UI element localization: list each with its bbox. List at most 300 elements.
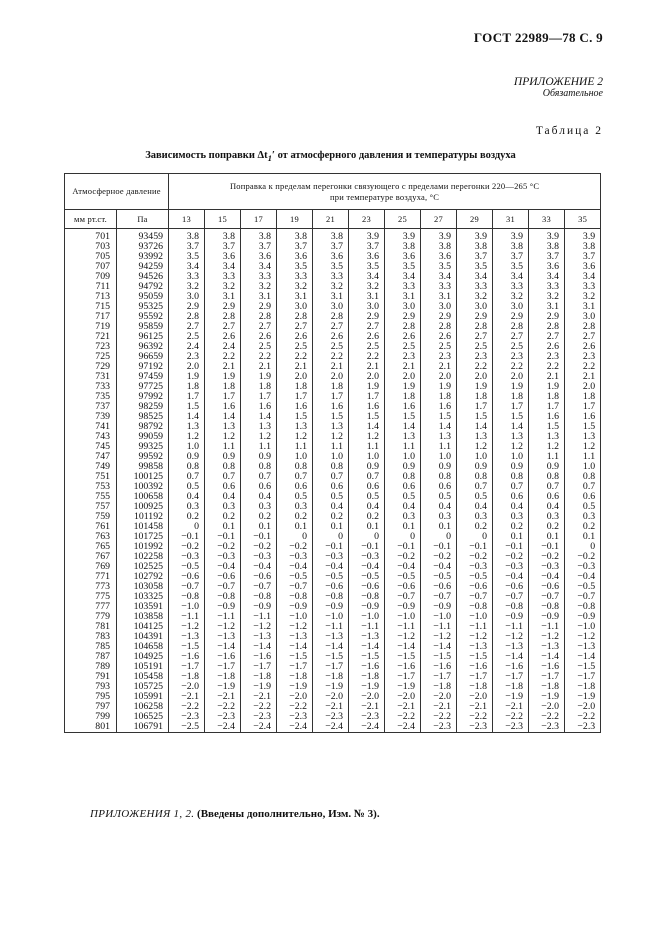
cell-value: 0.6	[493, 492, 529, 502]
cell-mm: 749	[65, 462, 117, 472]
cell-value: 1.0	[349, 452, 385, 462]
cell-value: −1.7	[277, 662, 313, 672]
cell-value: 3.6	[313, 252, 349, 262]
cell-value: 1.6	[529, 412, 565, 422]
cell-value: 2.8	[277, 312, 313, 322]
cell-value: 3.6	[529, 262, 565, 272]
cell-value: 1.1	[349, 442, 385, 452]
cell-value: −2.0	[529, 702, 565, 712]
cell-value: −1.4	[385, 642, 421, 652]
cell-mm: 789	[65, 662, 117, 672]
cell-value: 2.2	[529, 362, 565, 372]
header-temp: 29	[457, 210, 493, 229]
cell-value: 3.1	[421, 292, 457, 302]
cell-pa: 97459	[117, 372, 169, 382]
cell-value: 0.5	[313, 492, 349, 502]
cell-value: 2.6	[349, 332, 385, 342]
footer-note	[90, 808, 380, 820]
cell-mm: 781	[65, 622, 117, 632]
cell-pa: 100392	[117, 482, 169, 492]
cell-value: 1.8	[313, 382, 349, 392]
cell-value: −1.8	[313, 672, 349, 682]
cell-value: 3.0	[565, 312, 601, 322]
cell-pa: 106525	[117, 712, 169, 722]
cell-value: 3.8	[385, 242, 421, 252]
cell-value: 0.9	[241, 452, 277, 462]
cell-value: 0.6	[385, 482, 421, 492]
cell-mm: 709	[65, 272, 117, 282]
cell-value: −1.6	[421, 662, 457, 672]
cell-value: 1.2	[241, 432, 277, 442]
cell-value: −0.1	[493, 542, 529, 552]
cell-value: −1.6	[349, 662, 385, 672]
footer-amendment: (Введены дополнительно, Изм. № 3).	[197, 808, 380, 820]
cell-value: 1.7	[313, 392, 349, 402]
cell-value: 3.2	[493, 292, 529, 302]
cell-value: −1.9	[241, 682, 277, 692]
cell-value: 0.4	[349, 502, 385, 512]
cell-value: −0.9	[277, 602, 313, 612]
cell-value: 0.6	[529, 492, 565, 502]
cell-value: 1.3	[493, 432, 529, 442]
cell-value: 2.0	[349, 372, 385, 382]
cell-value: 1.8	[241, 382, 277, 392]
cell-value: −0.7	[205, 582, 241, 592]
page-header: ГОСТ 22989—78 С. 9	[473, 30, 603, 45]
cell-value: −0.4	[241, 562, 277, 572]
cell-value: 1.7	[457, 402, 493, 412]
cell-pa: 102792	[117, 572, 169, 582]
cell-pa: 93459	[117, 229, 169, 243]
cell-value: 1.3	[385, 432, 421, 442]
header-temp: 27	[421, 210, 457, 229]
cell-value: −0.2	[457, 552, 493, 562]
cell-value: 0.6	[241, 482, 277, 492]
cell-value: −2.3	[313, 712, 349, 722]
cell-pa: 102525	[117, 562, 169, 572]
cell-pa: 97992	[117, 392, 169, 402]
cell-mm: 713	[65, 292, 117, 302]
cell-value: −1.8	[457, 682, 493, 692]
cell-value: 1.6	[385, 402, 421, 412]
cell-mm: 717	[65, 312, 117, 322]
cell-value: −1.7	[565, 672, 601, 682]
cell-value: 0.3	[169, 502, 205, 512]
cell-value: 2.3	[457, 352, 493, 362]
cell-value: −2.5	[169, 722, 205, 733]
cell-value: −0.3	[205, 552, 241, 562]
cell-value: 3.7	[313, 242, 349, 252]
cell-value: 3.2	[205, 282, 241, 292]
cell-mm: 785	[65, 642, 117, 652]
cell-value: 2.6	[313, 332, 349, 342]
cell-value: 1.4	[385, 422, 421, 432]
cell-value: 3.9	[385, 229, 421, 243]
cell-value: 3.8	[205, 229, 241, 243]
cell-value: 0	[349, 532, 385, 542]
cell-value: 2.3	[493, 352, 529, 362]
cell-value: −2.0	[349, 692, 385, 702]
cell-value: 1.7	[205, 392, 241, 402]
cell-value: −1.3	[457, 642, 493, 652]
cell-value: 1.0	[385, 452, 421, 462]
cell-value: −1.2	[457, 632, 493, 642]
cell-value: 0.2	[349, 512, 385, 522]
cell-pa: 94792	[117, 282, 169, 292]
cell-value: 1.9	[349, 382, 385, 392]
cell-value: −2.2	[205, 702, 241, 712]
cell-value: 0	[385, 532, 421, 542]
cell-value: 3.3	[529, 282, 565, 292]
cell-value: 2.3	[565, 352, 601, 362]
cell-value: −0.6	[421, 582, 457, 592]
cell-value: −1.4	[565, 652, 601, 662]
cell-value: 1.5	[493, 412, 529, 422]
cell-value: −0.6	[385, 582, 421, 592]
cell-value: −0.2	[241, 542, 277, 552]
cell-value: 1.6	[565, 412, 601, 422]
cell-value: 3.5	[313, 262, 349, 272]
cell-value: 2.0	[385, 372, 421, 382]
cell-mm: 721	[65, 332, 117, 342]
cell-value: −0.3	[493, 562, 529, 572]
cell-value: 0.4	[529, 502, 565, 512]
cell-value: −1.2	[205, 622, 241, 632]
cell-value: −0.8	[313, 592, 349, 602]
cell-pa: 99592	[117, 452, 169, 462]
cell-value: 0.1	[205, 522, 241, 532]
cell-value: 3.7	[205, 242, 241, 252]
cell-value: −1.1	[313, 622, 349, 632]
cell-value: −1.5	[277, 652, 313, 662]
cell-pa: 96392	[117, 342, 169, 352]
cell-value: 0.8	[385, 472, 421, 482]
cell-mm: 705	[65, 252, 117, 262]
cell-mm: 791	[65, 672, 117, 682]
cell-value: −0.1	[421, 542, 457, 552]
cell-value: −0.7	[241, 582, 277, 592]
header-correction	[169, 174, 601, 210]
cell-pa: 103858	[117, 612, 169, 622]
cell-value: −0.8	[493, 602, 529, 612]
cell-pa: 102258	[117, 552, 169, 562]
cell-value: 1.2	[277, 432, 313, 442]
cell-value: 2.9	[385, 312, 421, 322]
cell-value: −0.3	[349, 552, 385, 562]
cell-value: −0.1	[313, 542, 349, 552]
cell-value: 3.8	[313, 229, 349, 243]
cell-value: 2.2	[457, 362, 493, 372]
cell-value: 0.3	[529, 512, 565, 522]
header-temp: 21	[313, 210, 349, 229]
cell-value: 0.8	[277, 462, 313, 472]
cell-mm: 777	[65, 602, 117, 612]
cell-mm: 739	[65, 412, 117, 422]
cell-value: −1.7	[313, 662, 349, 672]
cell-value: 1.1	[565, 452, 601, 462]
cell-value: 1.5	[277, 412, 313, 422]
cell-value: −0.5	[385, 572, 421, 582]
cell-value: 3.4	[529, 272, 565, 282]
cell-value: 0.2	[493, 522, 529, 532]
cell-value: −1.8	[277, 672, 313, 682]
cell-value: 2.8	[493, 322, 529, 332]
cell-value: −0.4	[529, 572, 565, 582]
cell-value: −0.3	[169, 552, 205, 562]
cell-value: 0.6	[421, 482, 457, 492]
cell-value: −0.5	[313, 572, 349, 582]
cell-value: 2.1	[565, 372, 601, 382]
cell-value: 0.6	[313, 482, 349, 492]
cell-value: 0	[277, 532, 313, 542]
cell-value: −0.3	[277, 552, 313, 562]
cell-value: 2.0	[277, 372, 313, 382]
cell-value: 3.6	[241, 252, 277, 262]
cell-value: 1.4	[457, 422, 493, 432]
cell-value: 1.3	[313, 422, 349, 432]
cell-value: 1.7	[493, 402, 529, 412]
cell-pa: 104925	[117, 652, 169, 662]
cell-value: 0.7	[205, 472, 241, 482]
cell-value: −1.7	[385, 672, 421, 682]
cell-value: −0.7	[421, 592, 457, 602]
cell-value: −2.1	[349, 702, 385, 712]
cell-value: 0.8	[241, 462, 277, 472]
header-temp: 19	[277, 210, 313, 229]
cell-pa: 98792	[117, 422, 169, 432]
cell-value: 1.3	[421, 432, 457, 442]
cell-mm: 787	[65, 652, 117, 662]
cell-value: 3.0	[421, 302, 457, 312]
cell-value: −0.9	[349, 602, 385, 612]
cell-value: 2.2	[241, 352, 277, 362]
cell-value: −0.7	[457, 592, 493, 602]
cell-value: 0.4	[457, 502, 493, 512]
table-row	[65, 722, 601, 733]
cell-value: 1.3	[565, 432, 601, 442]
cell-value: 3.2	[277, 282, 313, 292]
cell-value: 2.3	[169, 352, 205, 362]
cell-value: 0.9	[457, 462, 493, 472]
cell-value: 0.7	[349, 472, 385, 482]
cell-value: −1.1	[169, 612, 205, 622]
cell-value: 2.9	[205, 302, 241, 312]
cell-value: 2.5	[421, 342, 457, 352]
cell-value: 3.7	[241, 242, 277, 252]
cell-value: 0	[169, 522, 205, 532]
cell-value: 0.4	[169, 492, 205, 502]
cell-value: 1.1	[421, 442, 457, 452]
cell-value: −0.6	[241, 572, 277, 582]
cell-pa: 98525	[117, 412, 169, 422]
cell-value: 0.5	[349, 492, 385, 502]
cell-value: −0.6	[205, 572, 241, 582]
cell-value: 0.7	[241, 472, 277, 482]
cell-value: 0.2	[457, 522, 493, 532]
cell-value: 1.5	[457, 412, 493, 422]
cell-value: 2.9	[169, 302, 205, 312]
cell-value: 0.6	[565, 492, 601, 502]
cell-value: 3.0	[493, 302, 529, 312]
cell-value: −0.7	[385, 592, 421, 602]
cell-mm: 771	[65, 572, 117, 582]
cell-value: 0.3	[385, 512, 421, 522]
cell-value: 1.4	[241, 412, 277, 422]
cell-value: 0.1	[565, 532, 601, 542]
cell-pa: 101458	[117, 522, 169, 532]
cell-value: −1.8	[349, 672, 385, 682]
cell-value: −0.2	[277, 542, 313, 552]
cell-value: −1.3	[205, 632, 241, 642]
cell-value: 0.5	[457, 492, 493, 502]
cell-mm: 753	[65, 482, 117, 492]
cell-value: −1.1	[421, 622, 457, 632]
cell-value: −0.7	[565, 592, 601, 602]
cell-value: 0.7	[457, 482, 493, 492]
cell-value: 0.3	[205, 502, 241, 512]
cell-value: −0.8	[457, 602, 493, 612]
cell-pa: 99059	[117, 432, 169, 442]
cell-value: 2.9	[529, 312, 565, 322]
cell-pa: 96125	[117, 332, 169, 342]
cell-value: 3.3	[241, 272, 277, 282]
cell-value: 0.1	[529, 532, 565, 542]
cell-value: 2.6	[241, 332, 277, 342]
cell-value: 0.4	[493, 502, 529, 512]
cell-value: −2.3	[457, 722, 493, 733]
cell-pa: 100658	[117, 492, 169, 502]
cell-value: 3.8	[565, 242, 601, 252]
cell-value: 1.9	[241, 372, 277, 382]
cell-value: −0.1	[205, 532, 241, 542]
cell-value: 2.9	[349, 312, 385, 322]
cell-value: −1.6	[241, 652, 277, 662]
cell-value: −1.7	[529, 672, 565, 682]
cell-value: 2.1	[421, 362, 457, 372]
cell-value: −1.0	[277, 612, 313, 622]
cell-value: 1.1	[205, 442, 241, 452]
cell-mm: 761	[65, 522, 117, 532]
header-temp: 35	[565, 210, 601, 229]
cell-pa: 105191	[117, 662, 169, 672]
cell-value: 1.0	[169, 442, 205, 452]
cell-value: −1.1	[385, 622, 421, 632]
cell-value: 2.0	[493, 372, 529, 382]
cell-value: 1.5	[421, 412, 457, 422]
cell-value: −1.1	[205, 612, 241, 622]
cell-value: 1.6	[421, 402, 457, 412]
cell-value: 1.8	[529, 392, 565, 402]
cell-mm: 795	[65, 692, 117, 702]
cell-value: −2.3	[529, 722, 565, 733]
cell-pa: 100125	[117, 472, 169, 482]
cell-pa: 106258	[117, 702, 169, 712]
cell-value: −1.6	[205, 652, 241, 662]
cell-value: 3.1	[349, 292, 385, 302]
cell-mm: 783	[65, 632, 117, 642]
cell-value: 0.3	[457, 512, 493, 522]
cell-value: 0.6	[277, 482, 313, 492]
cell-value: 3.4	[205, 262, 241, 272]
cell-value: −2.2	[493, 712, 529, 722]
cell-value: −1.8	[565, 682, 601, 692]
cell-value: −0.2	[421, 552, 457, 562]
cell-value: −1.2	[529, 632, 565, 642]
cell-value: 0.4	[313, 502, 349, 512]
cell-pa: 99325	[117, 442, 169, 452]
cell-value: −1.9	[349, 682, 385, 692]
cell-value: 0	[565, 542, 601, 552]
cell-value: 3.2	[169, 282, 205, 292]
cell-value: 0.7	[169, 472, 205, 482]
header-pa: Па	[117, 210, 169, 229]
cell-value: 0.3	[565, 512, 601, 522]
cell-value: −1.3	[277, 632, 313, 642]
cell-value: 3.4	[457, 272, 493, 282]
cell-value: −2.3	[277, 712, 313, 722]
cell-mm: 779	[65, 612, 117, 622]
cell-pa: 98259	[117, 402, 169, 412]
cell-value: −0.6	[529, 582, 565, 592]
cell-value: −1.4	[349, 642, 385, 652]
cell-value: −0.4	[565, 572, 601, 582]
cell-value: −2.4	[385, 722, 421, 733]
cell-pa: 95325	[117, 302, 169, 312]
cell-value: 1.3	[529, 432, 565, 442]
cell-value: 0.2	[529, 522, 565, 532]
cell-value: 1.8	[385, 392, 421, 402]
cell-value: 3.6	[205, 252, 241, 262]
cell-value: 3.2	[241, 282, 277, 292]
cell-mm: 799	[65, 712, 117, 722]
cell-value: −2.2	[277, 702, 313, 712]
cell-value: 0.2	[169, 512, 205, 522]
cell-value: 2.5	[169, 332, 205, 342]
cell-value: 2.9	[421, 312, 457, 322]
cell-value: 1.7	[241, 392, 277, 402]
cell-value: −2.4	[241, 722, 277, 733]
cell-value: 2.1	[529, 372, 565, 382]
header-mm: мм рт.ст.	[65, 210, 117, 229]
cell-value: 1.9	[169, 372, 205, 382]
cell-value: 1.5	[169, 402, 205, 412]
cell-value: −1.7	[457, 672, 493, 682]
cell-value: 3.8	[493, 242, 529, 252]
cell-pa: 95859	[117, 322, 169, 332]
cell-pa: 94259	[117, 262, 169, 272]
cell-value: 3.4	[493, 272, 529, 282]
cell-value: 3.2	[565, 292, 601, 302]
cell-value: 2.8	[169, 312, 205, 322]
cell-value: 2.2	[349, 352, 385, 362]
header-temp: 17	[241, 210, 277, 229]
cell-value: −0.2	[205, 542, 241, 552]
cell-value: −0.6	[169, 572, 205, 582]
cell-pa: 97725	[117, 382, 169, 392]
cell-value: 3.8	[169, 229, 205, 243]
cell-pa: 105991	[117, 692, 169, 702]
cell-value: 0.5	[385, 492, 421, 502]
cell-value: −2.0	[169, 682, 205, 692]
cell-value: 1.9	[457, 382, 493, 392]
cell-pa: 95592	[117, 312, 169, 322]
cell-value: −1.3	[565, 642, 601, 652]
cell-value: 3.3	[313, 272, 349, 282]
cell-value: −0.8	[277, 592, 313, 602]
cell-value: 2.2	[565, 362, 601, 372]
cell-value: 1.9	[385, 382, 421, 392]
cell-value: 3.2	[313, 282, 349, 292]
